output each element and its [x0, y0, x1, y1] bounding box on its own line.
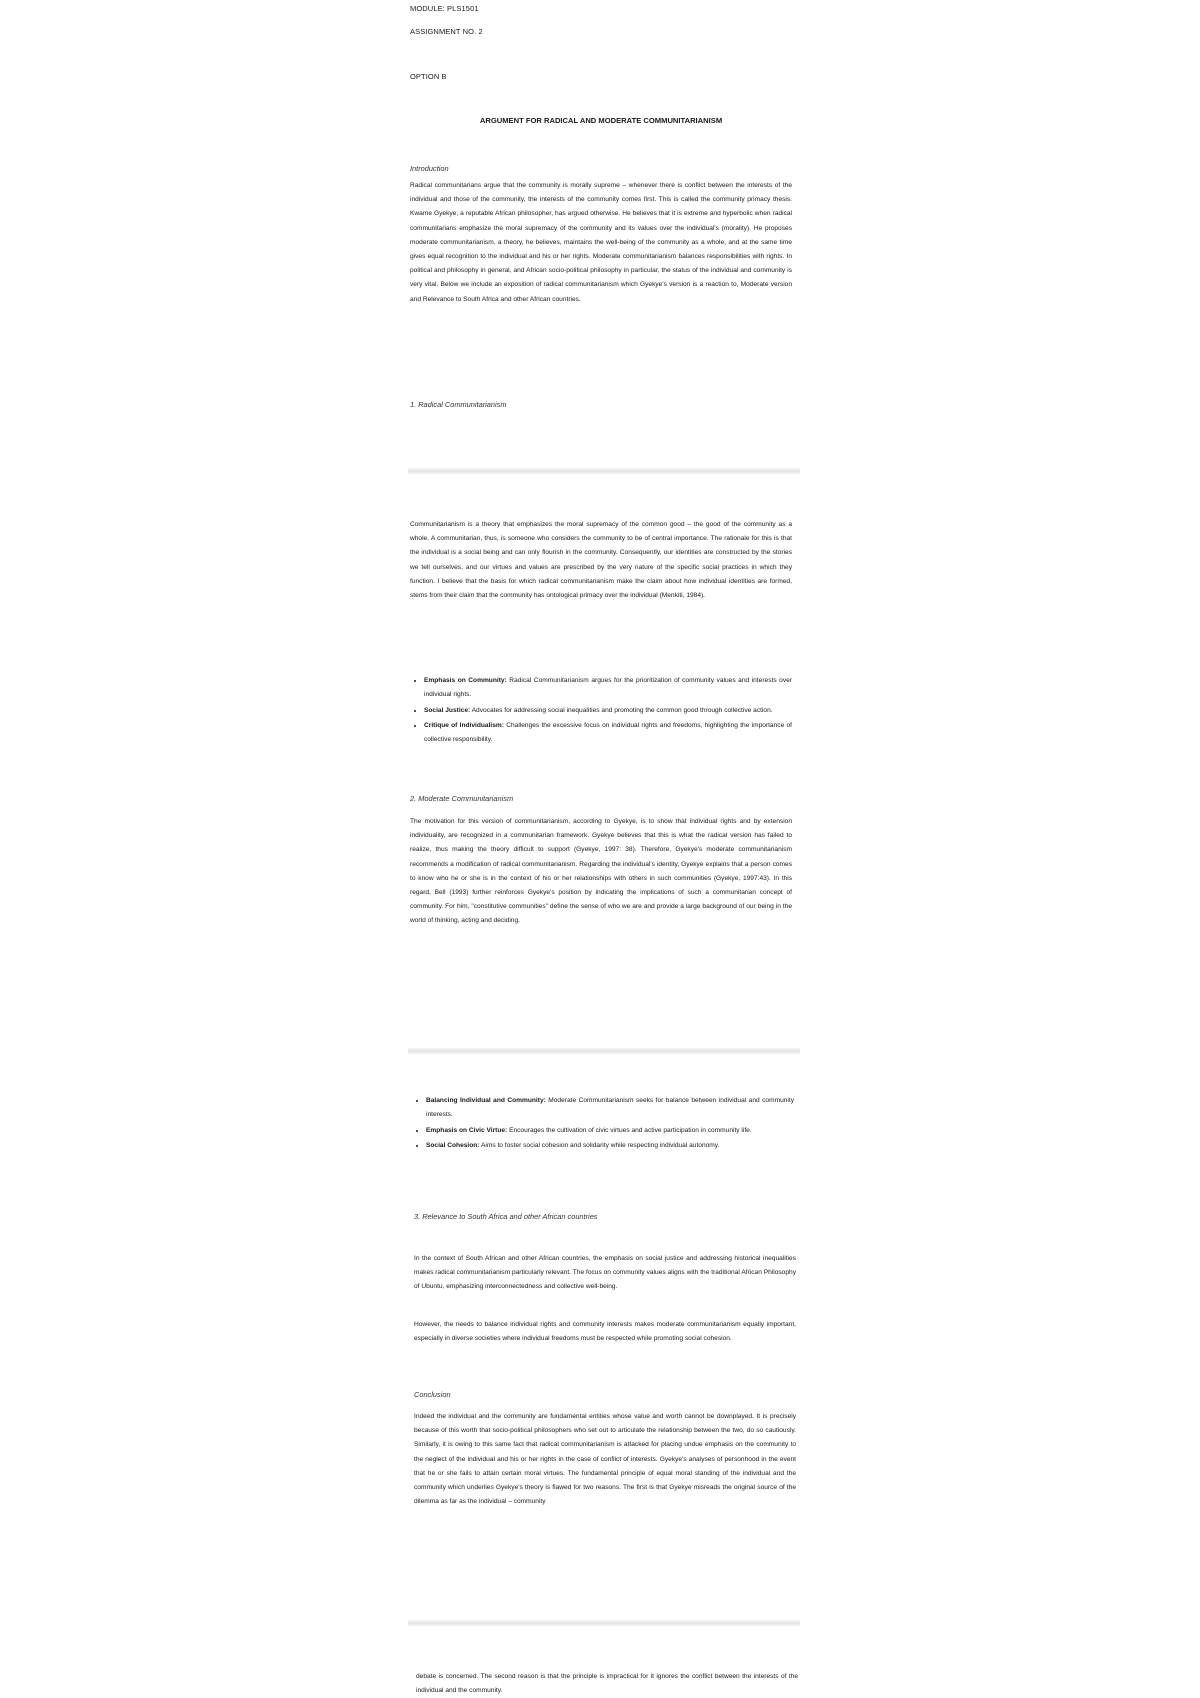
moderate-paragraph: The motivation for this version of communitarianism, according to Gyekye, is to show that individual rights and by extension individuality, are recognized in a communitarian framework. Gyekye believes that this is what the radical version has failed to realize, thus making the theory difficult to support (Gyekye, 1997: 38). Therefore, Gyekye's moderate communitarianism recommends a modification of radical communitarianism. Regarding the individual's identity, Gyekye explains that a person comes to know who he or she is in the context of his or her relationships with others in such communities (Gyekye, 1997:43). In this regard, Bell (1993) further reinforces Gyekye's position by indicating the implications of such a communitarian concept of community. For him, "constitutive communities" define the sense of who we are and provide a large background of our being in the world of thinking, acting and deciding. — [410, 818, 792, 925]
intro-paragraph: Radical communitarians argue that the community is morally supreme – whenever there is conflict between the interests of the individual and those of the community, the interests of the community comes first. This is called the community primacy thesis. Kwame Gyekye, a reputable African philosopher, has argued otherwise. He believes that it is extreme and hyperbolic when radical communitarians emphasize the moral supremacy of the community and its values over the individual's (morality). He proposes moderate communitarianism, a theory, he believes, maintains the well-being of the community as a whole, and at the same time gives equal recognition to the individual and his or her rights. Moderate communitarianism balances responsibilities with rights. In political and philosophy in general, and African socio-political philosophy in particular, the status of the individual and community is very vital. Below we include an exposition of radical communitarianism which Gyekye's version is a reaction to, Moderate version and Relevance to South Africa and other African countries. — [410, 182, 792, 303]
module-code: MODULE: PLS1501 — [410, 4, 479, 13]
bullet-label: Social Justice: — [424, 706, 471, 714]
communitarianism-paragraph: Communitarianism is a theory that emphasizes the moral supremacy of the common good – the good of the community as a whole. A communitarian, thus, is someone who considers the community to be of central importance. The rationale for this is that the individual is a social being and can only flourish in the community. Consequently, our identities are constructed by the stories we tell ourselves, and our virtues and values are prescribed by the very nature of the specific social practices in which they function. I believe that the basis for which radical communitarianism make the claim about how individual identities are formed, stems from their claim that the community has ontological primacy over the individual (Menkiti, 1984). — [410, 521, 792, 600]
bullet-label: Emphasis on Civic Virtue: — [426, 1126, 508, 1134]
bullet-label: Balancing Individual and Community: — [426, 1097, 546, 1104]
bullet-text: Challenges the excessive focus on individual rights and freedoms, highlighting the importance of collective responsibility. — [424, 722, 792, 743]
bullet-text: Advocates for addressing social inequalities and promoting the common good through collective action. — [470, 706, 773, 714]
list-item — [424, 704, 792, 718]
bullet-text: Radical Communitarianism argues for the prioritization of community values and interests over individual rights. — [424, 677, 792, 698]
section-1-heading: 1. Radical Communitarianism — [410, 400, 507, 409]
list-item — [426, 1139, 794, 1153]
bullet-text: Encourages the cultivation of civic virtues and active participation in community life. — [507, 1126, 752, 1134]
assignment-number: ASSIGNMENT NO. 2 — [410, 27, 483, 36]
conclusion-paragraph: Indeed the individual and the community are fundamental entities whose value and worth cannot be downplayed. It is precisely because of this worth that socio-political philosophers who set out to articulate the relationship between the two, do so cautiously. Similarly, it is owing to this same fact that radical communitarianism is attacked for placing undue emphasis on the community to the neglect of the individual and his or her rights in the case of conflict of interests. Gyekye's analyses of personhood in the event that he or she fails to attain certain moral virtues. The fundamental principle of equal moral standing of the individual and the community which underlies Gyekye's theory is flawed for two reasons. The first is that Gyekye misreads the original source of the dilemma as far as the individual – community — [414, 1413, 796, 1506]
bullet-text: Aims to foster social cohesion and solidarity while respecting individual autonomy. — [479, 1142, 720, 1149]
list-item — [424, 719, 792, 747]
conclusion-continued-paragraph: debate is concerned. The second reason is that the principle is impractical for it ignores the conflict between the interests of the individual and the community. — [416, 1673, 798, 1695]
document-page-3 — [410, 1054, 800, 1620]
relevance-paragraph-2: However, the needs to balance individual rights and community interests makes moderate communitarianism equally important, especially in diverse societies where individual freedoms must be respected while promoting social cohesion. — [414, 1321, 796, 1343]
section-3-heading: 3. Relevance to South Africa and other African countries — [414, 1212, 598, 1221]
relevance-paragraph-1: In the context of South African and other African countries, the emphasis on social justice and addressing historical inequalities makes radical communitarianism particularly relevant. The focus on community values aligns with the traditional African Philosophy of Ubuntu, emphasizing interconnectedness and collective well-being. — [414, 1255, 796, 1291]
option-label: OPTION B — [410, 72, 447, 81]
bullet-label: Social Cohesion: — [426, 1142, 480, 1149]
bullet-label: Emphasis on Community: — [424, 677, 507, 684]
list-item — [426, 1094, 794, 1122]
list-item — [424, 674, 792, 702]
document-page-4 — [410, 1626, 800, 1698]
moderate-features-list — [412, 1094, 794, 1155]
section-2-heading: 2. Moderate Communitarianism — [410, 794, 514, 803]
conclusion-heading: Conclusion — [414, 1390, 451, 1399]
radical-features-list — [410, 674, 792, 749]
document-title: ARGUMENT FOR RADICAL AND MODERATE COMMUNITARIANISM — [479, 116, 723, 125]
document-page-2 — [410, 474, 800, 1048]
document-page-1 — [410, 0, 800, 468]
intro-heading: Introduction — [410, 164, 449, 173]
bullet-text: Moderate Communitarianism seeks for balance between individual and community interests. — [426, 1097, 795, 1118]
bullet-label: Critique of Individualism: — [424, 722, 504, 729]
list-item — [426, 1124, 794, 1138]
